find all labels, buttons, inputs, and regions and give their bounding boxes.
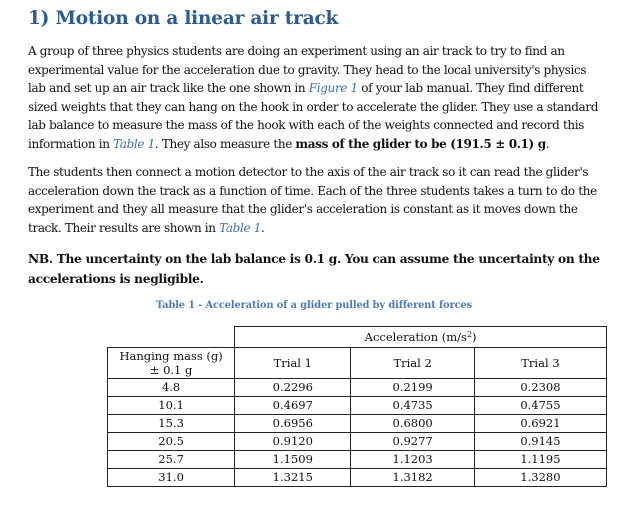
header-text: Acceleration (m/s <box>364 330 467 344</box>
table-row <box>108 433 607 451</box>
table-reference: Table 1 <box>113 136 155 151</box>
table-row <box>108 415 607 433</box>
header-text: ) <box>472 330 477 344</box>
text-run: . <box>261 220 265 235</box>
trial-1-header: Trial 1 <box>235 348 351 379</box>
trial-1-cell: 1.1509 <box>235 451 351 469</box>
table-row <box>108 397 607 415</box>
table-row <box>108 379 607 397</box>
section-heading: 1) Motion on a linear air track <box>28 8 339 29</box>
text-run: The students then connect a motion detector to the axis of the air track so it can read the glider's acceleration down the track as a function of time. Each of the three students takes a turn to do the experiment and they all measure that the glider's acceleration is constant as it moves down the track. Their results are shown in <box>28 165 597 235</box>
mass-column-header <box>108 348 235 379</box>
mass-cell: 31.0 <box>108 469 235 487</box>
trial-2-cell: 0.4735 <box>351 397 475 415</box>
trial-1-cell: 1.3215 <box>235 469 351 487</box>
trial-2-cell: 1.3182 <box>351 469 475 487</box>
intro-paragraph <box>28 42 606 154</box>
figure-reference: Figure 1 <box>308 81 358 96</box>
mass-cell: 10.1 <box>108 397 235 415</box>
trial-3-cell: 0.4755 <box>474 397 606 415</box>
table-row <box>108 469 607 487</box>
mass-cell: 15.3 <box>108 415 235 433</box>
mass-cell: 25.7 <box>108 451 235 469</box>
mass-cell: 4.8 <box>108 379 235 397</box>
method-paragraph <box>28 163 606 237</box>
trial-1-cell: 0.2296 <box>235 379 351 397</box>
trial-2-cell: 0.9277 <box>351 433 475 451</box>
trial-1-cell: 0.6956 <box>235 415 351 433</box>
text-run: A group of three physics students are doing an experiment using an air track to try to find an experimental value for the acceleration due to gravity. They head to the local university's physics lab and set up an air track like the one shown in <box>28 44 587 96</box>
trial-3-cell: 0.2308 <box>474 379 606 397</box>
mass-cell: 20.5 <box>108 433 235 451</box>
trial-3-cell: 0.6921 <box>474 415 606 433</box>
empty-header-cell <box>108 327 235 348</box>
trial-3-header: Trial 3 <box>474 348 606 379</box>
text-run: . <box>545 136 550 151</box>
uncertainty-note: NB. The uncertainty on the lab balance is 0.1 g. You can assume the uncertainty on the accelerations is negligible. <box>28 252 600 286</box>
table-header-row <box>108 348 607 379</box>
trial-2-cell: 0.2199 <box>351 379 475 397</box>
trial-2-header: Trial 2 <box>351 348 475 379</box>
header-superscript: 2 <box>466 330 473 339</box>
trial-1-cell: 0.4697 <box>235 397 351 415</box>
table-reference: Table 1 <box>219 220 261 235</box>
acceleration-group-header <box>235 327 607 348</box>
table-row <box>108 451 607 469</box>
acceleration-table <box>107 326 607 487</box>
glider-mass-text: mass of the glider to be (191.5 ± 0.1) g <box>295 136 546 151</box>
text-run: . They also measure the <box>154 136 296 151</box>
table-group-header-row <box>108 327 607 348</box>
trial-2-cell: 1.1203 <box>351 451 475 469</box>
trial-1-cell: 0.9120 <box>235 433 351 451</box>
header-line: ± 0.1 g <box>149 363 193 377</box>
trial-3-cell: 1.1195 <box>474 451 606 469</box>
text-run: of your lab manual. They find different sized weights that they can hang on the hook in order to accelerate the glider. They use a standard lab balance to measure the mass of the hook with each of the weights connected and record this information in <box>28 81 599 151</box>
trial-3-cell: 1.3280 <box>474 469 606 487</box>
header-line: Hanging mass (g) <box>119 349 223 363</box>
table-caption: Table 1 - Acceleration of a glider pulled by different forces <box>155 300 473 311</box>
trial-2-cell: 0.6800 <box>351 415 475 433</box>
trial-3-cell: 0.9145 <box>474 433 606 451</box>
